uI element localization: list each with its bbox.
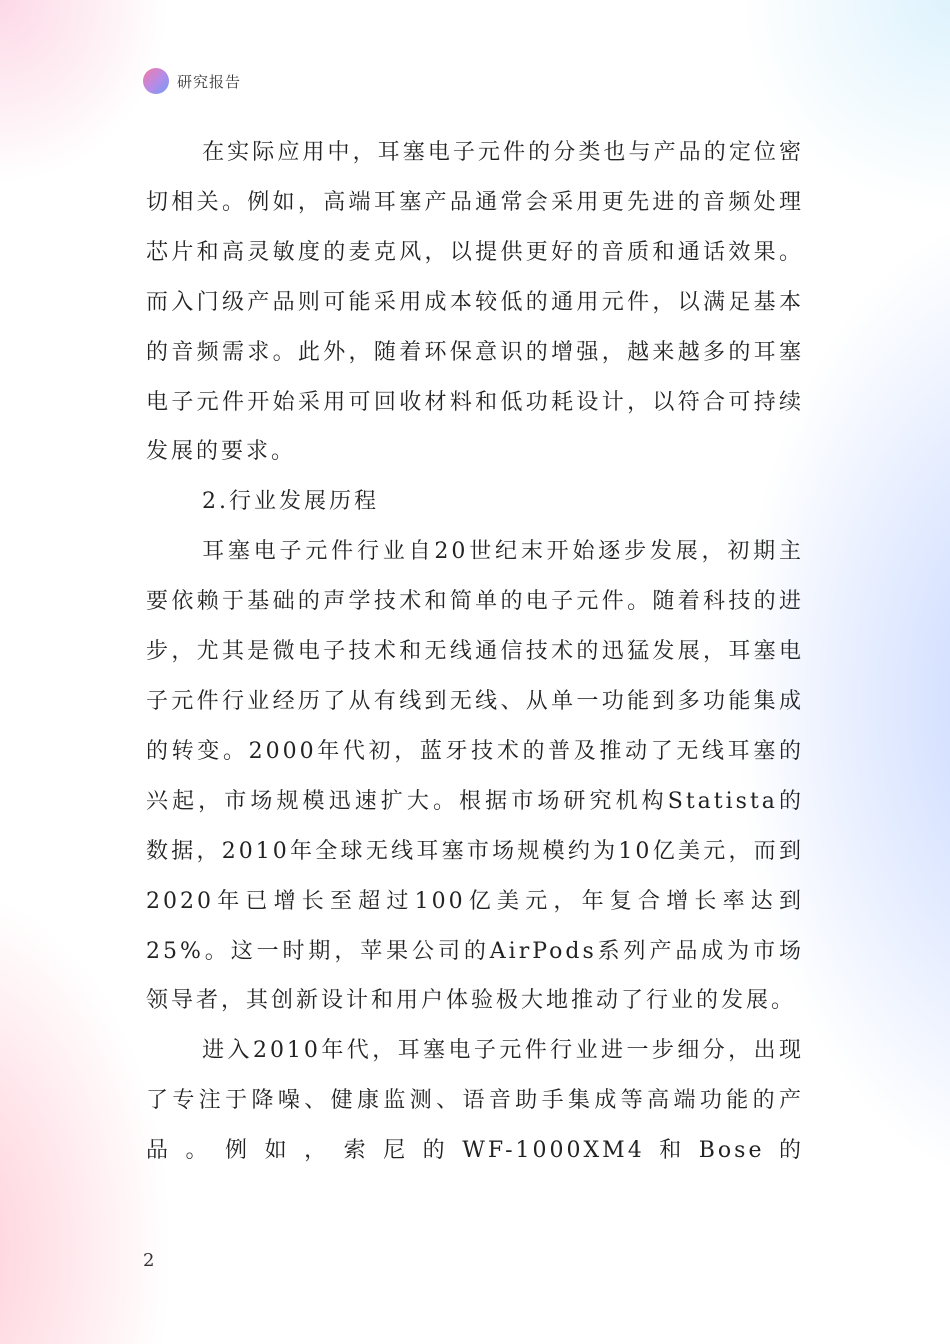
paragraph-classification: 在实际应用中，耳塞电子元件的分类也与产品的定位密切相关。例如，高端耳塞产品通常会采用更先进的音频处理芯片和高灵敏度的麦克风，以提供更好的音质和通话效果。而入门级产品则可能采用成本较低的通用元件，以满足基本的音频需求。此外，随着环保意识的增强，越来越多的耳塞电子元件开始采用可回收材料和低功耗设计，以符合可持续发展的要求。 (146, 140, 804, 465)
paragraph-segmentation: 进入2010年代，耳塞电子元件行业进一步细分，出现了专注于降噪、健康监测、语音助手集成等高端功能的产品。例如，索尼的WF-1000XM4和Bose的 (146, 1038, 804, 1164)
section-heading: 2.行业发展历程 (202, 489, 379, 515)
paragraph-history: 耳塞电子元件行业自20世纪末开始逐步发展，初期主要依赖于基础的声学技术和简单的电子元件。随着科技的进步，尤其是微电子技术和无线通信技术的迅猛发展，耳塞电子元件行业经历了从有线到无线、从单一功能到多功能集成的转变。2000年代初，蓝牙技术的普及推动了无线耳塞的兴起，市场规模迅速扩大。根据市场研究机构Statista的数据，2010年全球无线耳塞市场规模约为10亿美元，而到2020年已增长至超过100亿美元，年复合增长率达到25%。这一时期，苹果公司的AirPods系列产品成为市场领导者，其创新设计和用户体验极大地推动了行业的发展。 (146, 539, 804, 1014)
document-body (146, 128, 804, 1176)
page-header (143, 68, 241, 94)
header-title: 研究报告 (177, 72, 242, 91)
page-number: 2 (143, 1250, 155, 1271)
report-logo-icon (143, 68, 169, 94)
